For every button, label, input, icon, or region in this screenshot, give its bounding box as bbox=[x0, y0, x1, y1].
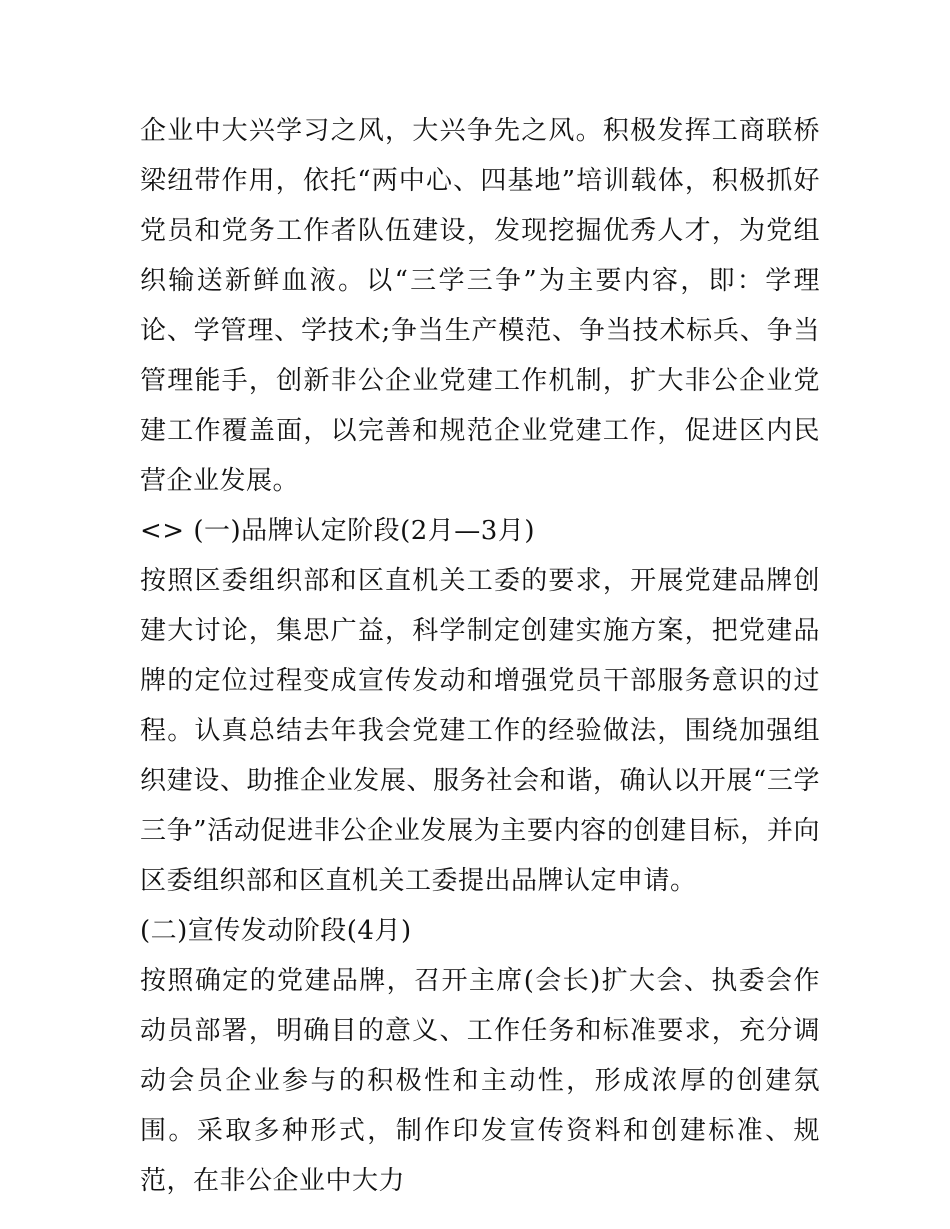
section-heading-publicity: (二)宣传发动阶段(4月) bbox=[140, 916, 412, 946]
body-paragraph-1: 企业中大兴学习之风，大兴争先之风。积极发挥工商联桥梁纽带作用，依托“两中心、四基地”培训载体，积极抓好党员和党务工作者队伍建设，发现挖掘优秀人才，为党组织输送新鲜血液。以“三学三争”为主要内容，即：学理论、学管理、学技术;争当生产模范、争当技术标兵、争当管理能手，创新非公企业党建工作机制，扩大非公企业党建工作覆盖面，以完善和规范企业党建工作，促进区内民营企业发展。 bbox=[140, 116, 820, 496]
document-body bbox=[140, 106, 820, 1206]
body-paragraph-2: 按照区委组织部和区直机关工委的要求，开展党建品牌创建大讨论，集思广益，科学制定创建实施方案，把党建品牌的定位过程变成宣传发动和增强党员干部服务意识的过程。认真总结去年我会党建工作的经验做法，围绕加强组织建设、助推企业发展、服务社会和谐，确认以开展“三学三争”活动促进非公企业发展为主要内容的创建目标，并向区委组织部和区直机关工委提出品牌认定申请。 bbox=[140, 566, 820, 896]
section-heading-brand-recognition: <> (一)品牌认定阶段(2月—3月) bbox=[140, 516, 535, 546]
body-paragraph-3: 按照确定的党建品牌，召开主席(会长)扩大会、执委会作动员部署，明确目的意义、工作任务和标准要求，充分调动会员企业参与的积极性和主动性，形成浓厚的创建氛围。采取多种形式，制作印发宣传资料和创建标准、规范，在非公企业中大力 bbox=[140, 966, 820, 1196]
